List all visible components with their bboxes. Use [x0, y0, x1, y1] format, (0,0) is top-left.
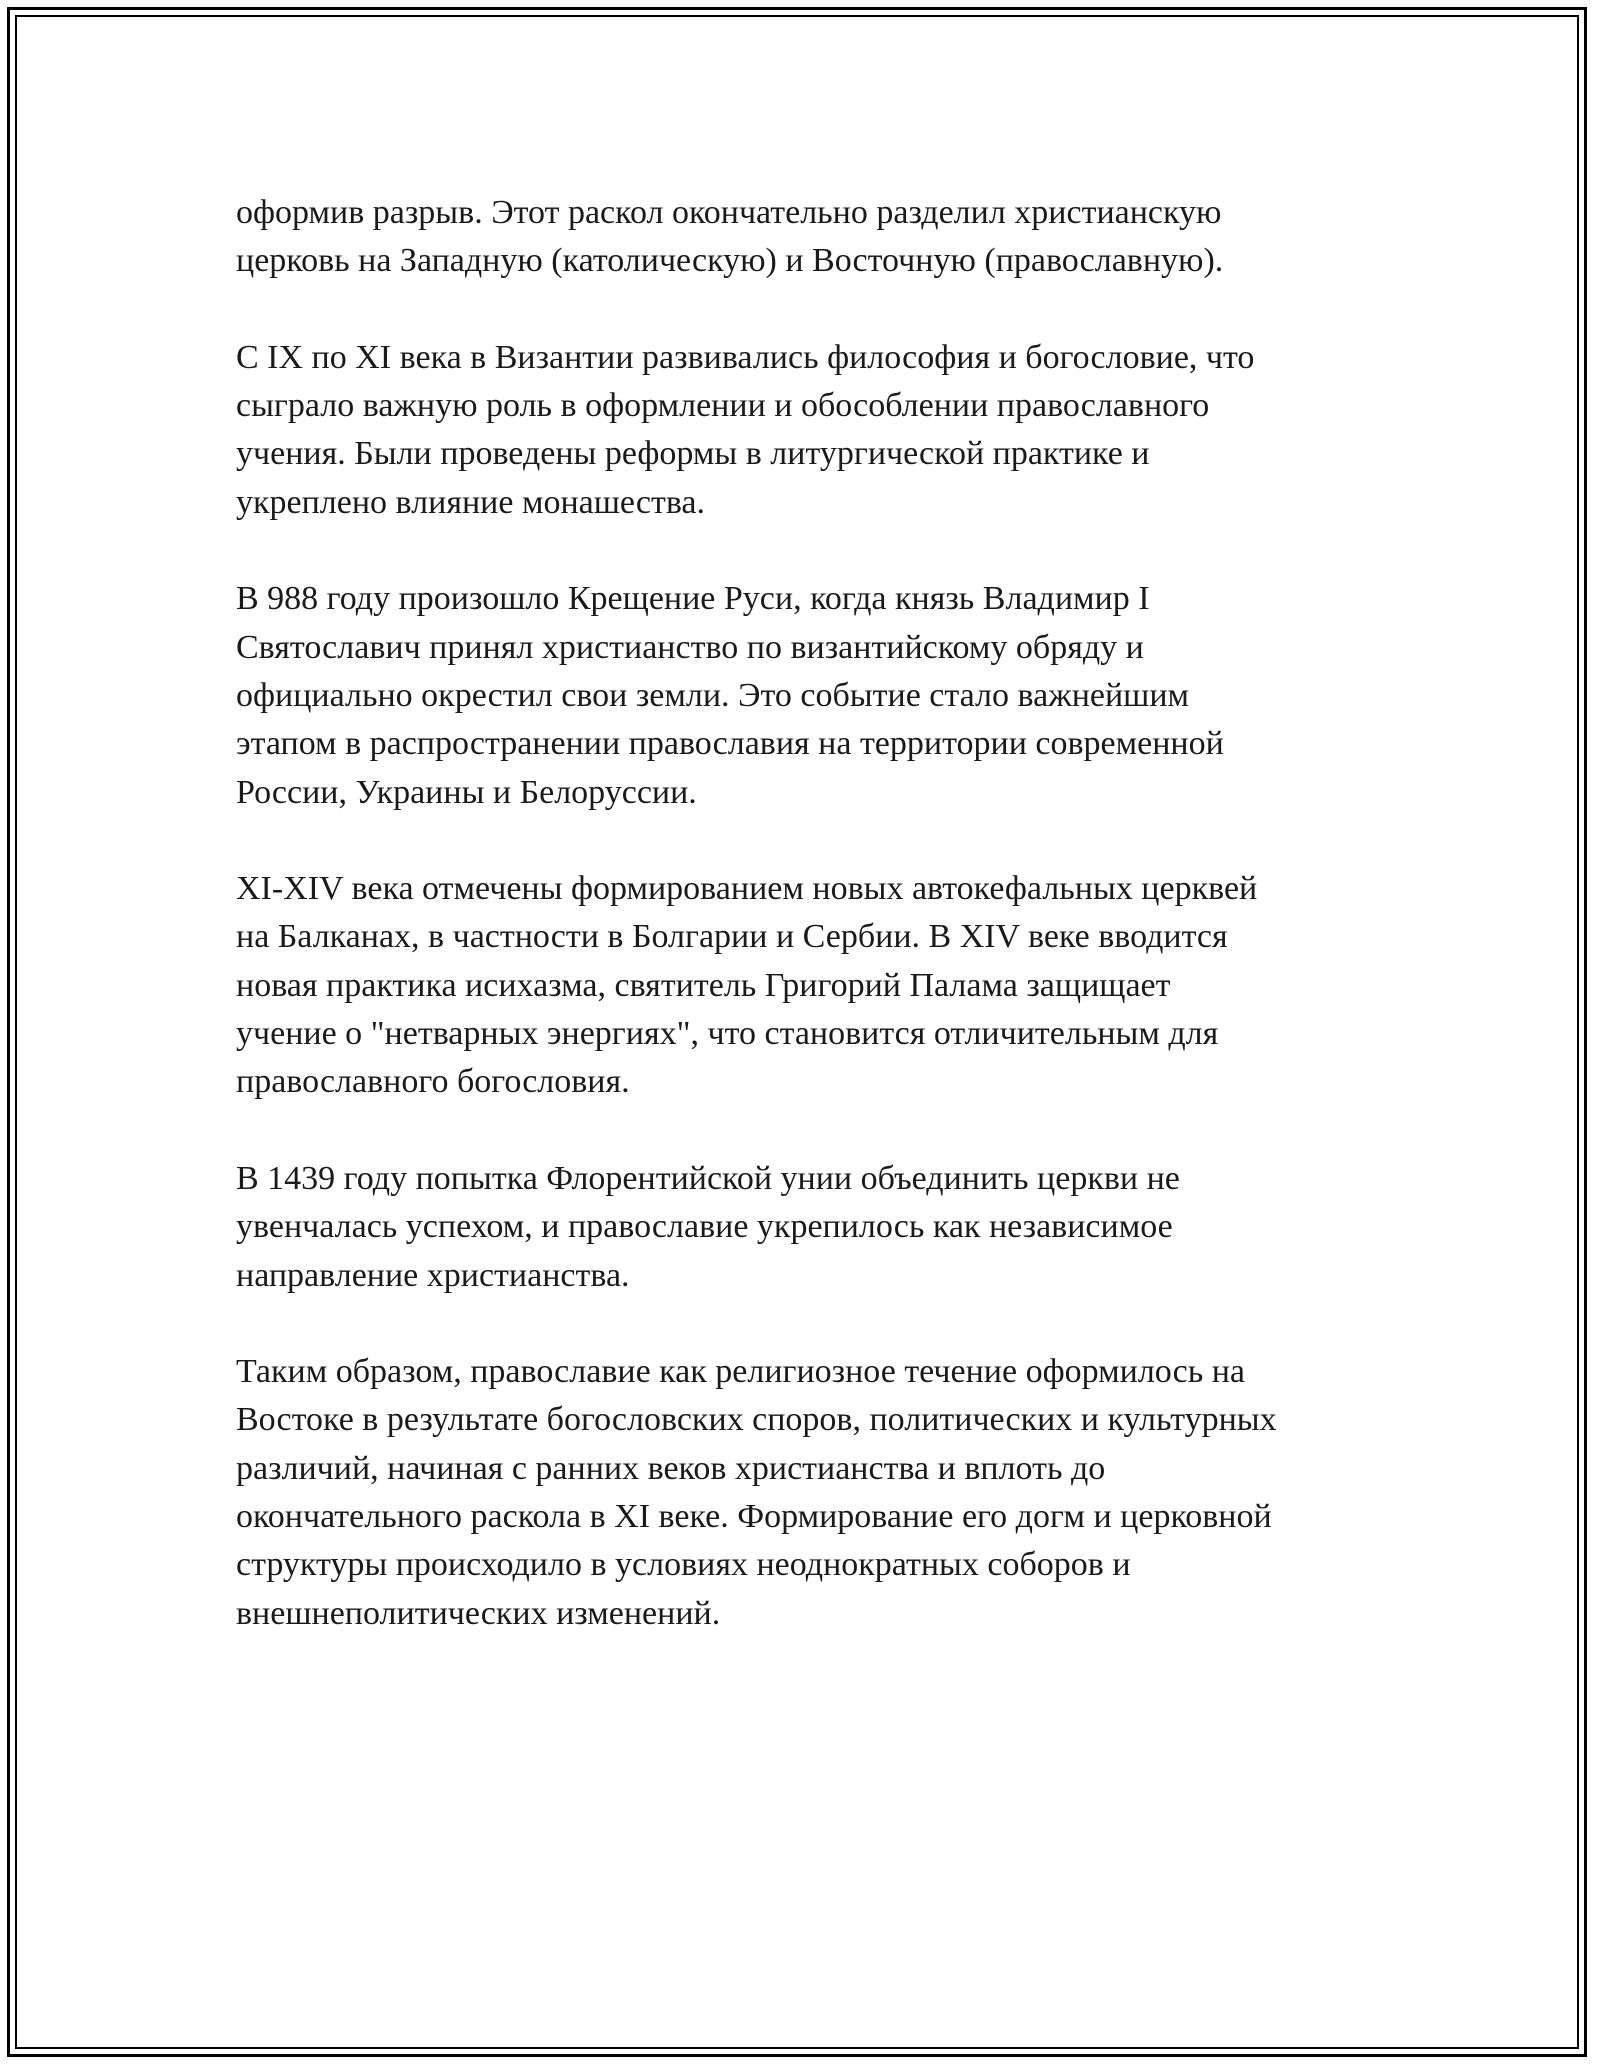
- paragraph-florentine-union: В 1439 году попытка Флорентийской унии объединить церкви не увенчалась успехом, и православие укрепилось как независимое направление христианства.: [236, 1159, 1180, 1294]
- paragraph-schism-conclusion: оформив разрыв. Этот раскол окончательно разделил христианскую церковь на Западную (католическую) и Восточную (православную).: [236, 194, 1224, 280]
- paragraph-byzantine-theology: С IX по XI века в Византии развивались философия и богословие, что сыграло важную роль в оформлении и обособлении православного учения. Были проведены реформы в литургической практике и укреплено влияние монашества.: [236, 338, 1255, 521]
- paragraph-balkan-churches: XI-XIV века отмечены формированием новых автокефальных церквей на Балканах, в частности в Болгарии и Сербии. В XIV веке вводится новая практика исихазма, святитель Григорий Палама защищает учение о "нетварных энергиях", что становится отличительным для православного богословия.: [236, 870, 1258, 1101]
- paragraph-baptism-of-rus: В 988 году произошло Крещение Руси, когда князь Владимир I Святославич принял христианство по византийскому обряду и официально окрестил свои земли. Это событие стало важнейшим этапом в распространении православия на территории современной России, Украины и Белоруссии.: [236, 580, 1224, 811]
- paragraph-conclusion: Таким образом, православие как религиозное течение оформилось на Востоке в результате богословских споров, политических и культурных различий, начиная с ранних веков христианства и вплоть до окончательного раскола в XI веке. Формирование его догм и церковной структуры происходило в условиях неоднократных соборов и внешнеполитических изменений.: [236, 1353, 1277, 1632]
- document-body: [236, 189, 1386, 1686]
